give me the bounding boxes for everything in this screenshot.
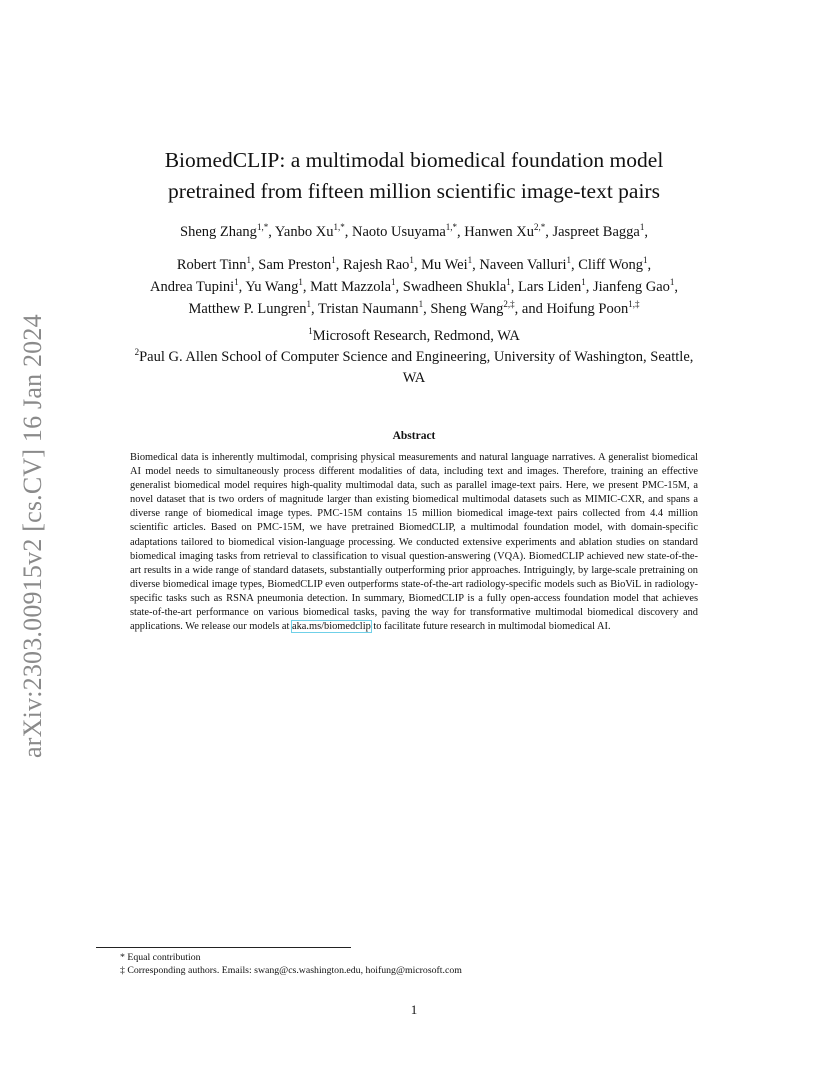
author-name: Cliff Wong (578, 257, 644, 273)
author-name: Yanbo Xu (274, 224, 334, 240)
biomedclip-link[interactable]: aka.ms/biomedclip (292, 621, 371, 633)
author-name: Tristan Naumann (318, 301, 419, 317)
author-affil-mark: 1 (246, 255, 252, 266)
affiliation-2: $^2$Paul G. Allen School of Computer Science and Engineering, University of Washington, Seattle, (134, 347, 694, 365)
author-name: Jaspreet Bagga (552, 224, 640, 240)
author-name: Andrea Tupini (149, 279, 235, 295)
author-affil-mark: 1 (581, 277, 586, 288)
affiliations (0, 326, 828, 389)
abstract-body (130, 451, 698, 634)
author-affil-mark: 1 (418, 299, 424, 310)
author-block (0, 254, 828, 320)
author-name: Robert Tinn (176, 257, 247, 273)
author-name: Rajesh Rao (342, 257, 410, 273)
title-line-1: BiomedCLIP: a multimodal biomedical foundation model (164, 148, 664, 172)
author-line-1: Sheng Zhang$^{1,*}$, Yanbo $Xu^{1,*}$, Naoto Usuyama$^{1,*}$, Hanwen $Xu^{2,*}$, Jaspreet Bagga$^1$, (180, 222, 648, 240)
author-name: Sheng Zhang (180, 224, 257, 240)
author-name: Sheng Wang (430, 301, 504, 317)
affiliation-1: $^1$Microsoft Research, Redmond, WA (308, 326, 520, 344)
footnote-corresponding: ‡ Corresponding authors. Emails: swang@cs.washington.edu, hoifung@microsoft.com (120, 965, 462, 976)
author-name: Swadheen Shukla (402, 279, 507, 295)
author-affil-mark: 1,* (256, 222, 269, 233)
author-name: Matthew P. Lungren (188, 301, 307, 317)
author-affil-mark: 1,* (333, 222, 345, 233)
paper-title (0, 145, 828, 207)
author-name: Lars Liden (518, 279, 582, 295)
author-line-3: Andrea Tupini$^1$, Yu Wang$^1$, Matt Mazzola$^1$, Swadheen Shukla$^1$, Lars Liden$^1$, Jianfeng Gao$^1$, (149, 277, 679, 295)
arxiv-identifier: arXiv:2303.00915v2 [cs.CV] 16 Jan 2024 (18, 314, 47, 758)
page-number: 1 (410, 1002, 418, 1017)
author-affil-mark: 1 (331, 255, 336, 266)
abstract-heading: Abstract (392, 430, 436, 442)
author-name: Matt Mazzola (310, 279, 392, 295)
author-affil-mark: 1,* (445, 222, 458, 233)
author-name: Jianfeng Gao (593, 279, 670, 295)
abstract-text: Biomedical data is inherently multimodal, comprising physical measurements and natural language narratives. A generalist biomedical AI model needs to simultaneously process different modalities of data, including text and images. Therefore, training an effective generalist biomedical model requires high-quality multimodal data, such as parallel image-text pairs. Here, we present PMC-15M, a novel dataset that is two orders of magnitude larger than existing biomedical multimodal datasets such as MIMIC-CXR, and spans a diverse range of biomedical image types. PMC-15M contains 15 million biomedical image-text pairs collected from 4.4 million scientific articles. Based on PMC-15M, we have pretrained BiomedCLIP, a multimodal foundation model, with domain-specific adaptations tailored to biomedical vision-language processing. We conducted extensive experiments and ablation studies on standard biomedical imaging tasks from retrieval to classification to visual question-answering (VQA). BiomedCLIP achieved new state-of-the-art results in a wide range of standard datasets, substantially outperforming prior approaches. Intriguingly, by large-scale pretraining on diverse biomedical image types, BiomedCLIP even outperforms state-of-the-art radiology-specific models such as BioViL in radiology-specific tasks such as RSNA pneumonia detection. In summary, BiomedCLIP is a fully open-access foundation model that achieves state-of-the-art performance on various biomedical tasks, paving the way for transformative multimodal biomedical discovery and applications. We release our models at (130, 452, 698, 633)
author-affil-mark: 1 (643, 255, 648, 266)
author-affil-mark: 1 (391, 277, 396, 288)
abstract-text-end: to facilitate future research in multimodal biomedical AI. (370, 621, 611, 633)
author-affil-mark: 1 (298, 277, 303, 288)
author-affil-mark: 1 (409, 255, 414, 266)
author-name: Hanwen Xu (464, 224, 534, 240)
author-name: Mu Wei (421, 257, 468, 273)
footnote-equal-contribution: * Equal contribution (120, 952, 201, 963)
author-name: Hoifung Poon (546, 301, 629, 317)
author-affil-mark: 2,‡ (503, 299, 515, 310)
author-affil-mark: 1 (566, 255, 572, 266)
author-name: Yu Wang (245, 279, 299, 295)
author-affil-mark: 2,* (533, 222, 546, 233)
author-affil-mark: 1 (306, 299, 311, 310)
title-line-2: pretrained from fifteen million scientific image-text pairs (168, 179, 660, 203)
author-affil-mark: 1 (669, 277, 675, 288)
author-name: Sam Preston (258, 257, 332, 273)
footnote-rule (96, 947, 351, 948)
author-line-4: Matthew P. Lungren$^1$, Tristan Naumann$^1$, Sheng Wang$^{2,\ddagger}$, and Hoifung Poon$^{1,\ddagger}$ (188, 299, 640, 317)
author-line-2: Robert Tinn$^1$, Sam Preston$^1$, Rajesh Rao$^1$, Mu Wei$^1$, Naveen Valluri$^1$, Cliff Wong$^1$, (176, 255, 652, 273)
author-affil-mark: 1 (506, 277, 511, 288)
author-affil-mark: 1 (467, 255, 473, 266)
author-name: Naveen Valluri (479, 257, 567, 273)
author-affil-mark: 1 (639, 222, 645, 233)
author-affil-mark: 1 (234, 277, 239, 288)
author-affil-mark: 1,‡ (628, 299, 640, 310)
affiliation-2-cont: WA (402, 370, 426, 386)
author-name: Naoto Usuyama (351, 224, 446, 240)
